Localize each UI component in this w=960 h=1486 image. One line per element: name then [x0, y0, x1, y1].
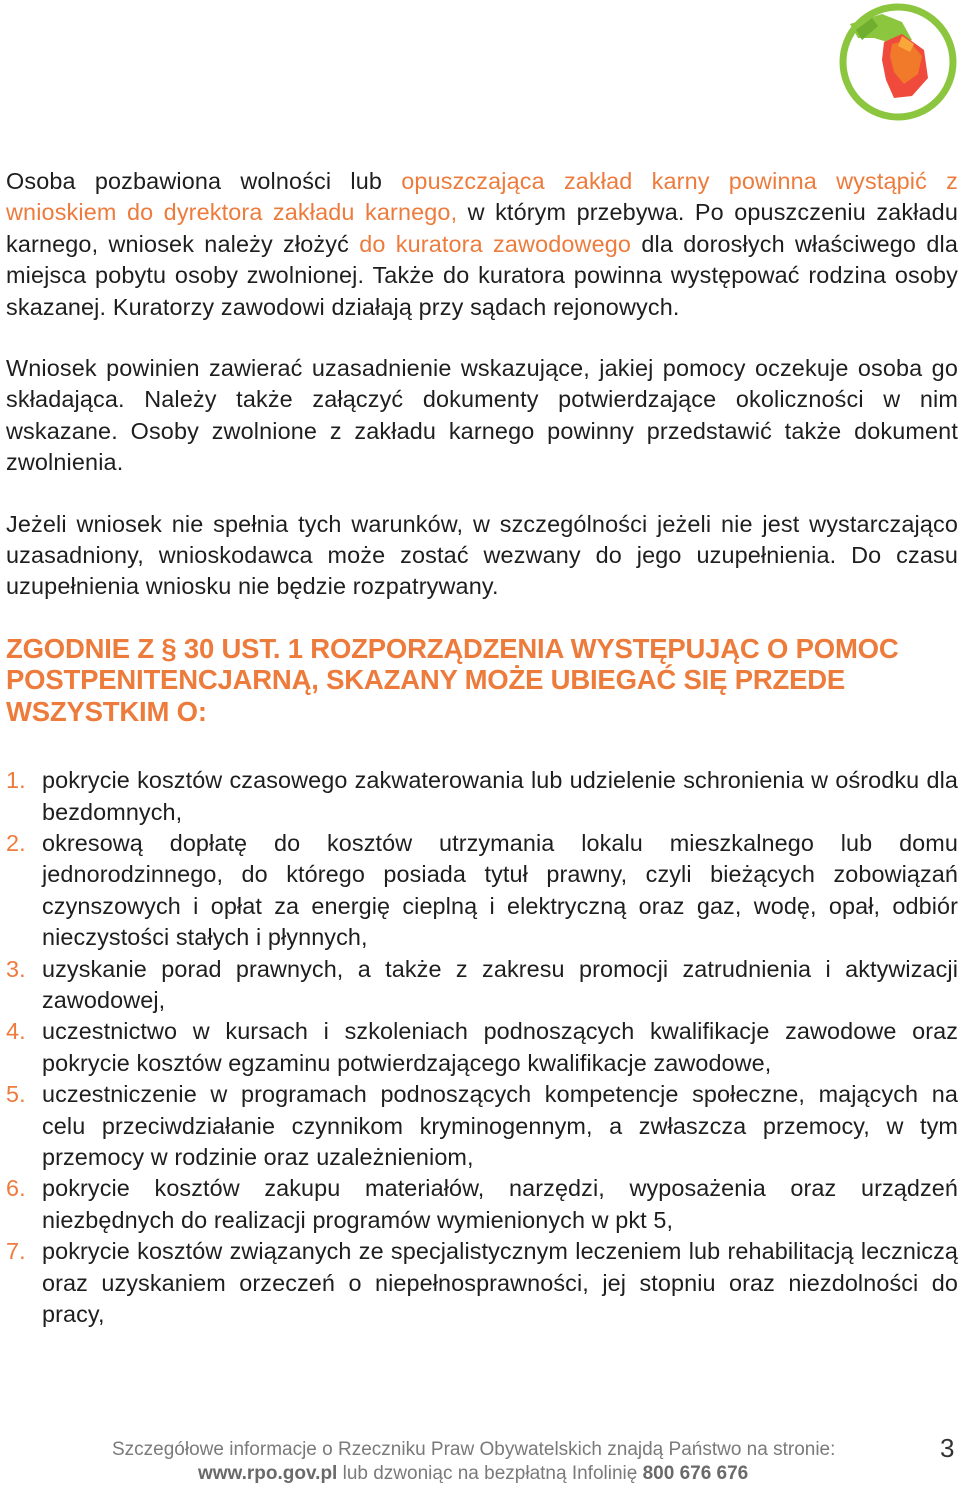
list-text: uczestniczenie w programach podnoszących kompetencje społeczne, mających na celu przeciwdziałanie czynnikom kryminogennym, a zwłaszcza przemocy, w tym przemocy w rodzinie oraz uzależnieniom, [42, 1081, 958, 1170]
list-number: 1. [6, 767, 26, 794]
text-segment: Osoba pozbawiona wolności lub [6, 168, 402, 194]
footer-url-link[interactable]: www.rpo.gov.pl [198, 1463, 338, 1484]
highlight-probation-officer: do kuratora zawodowego [359, 230, 632, 257]
text-segment: Jeżeli wniosek nie spełnia tych warunków, w szczególności jeżeli nie jest wystarczająco uzasadniony, wnioskodawca może zostać wezwany do jego uzupełnienia. Do czasu uzupełnienia wniosku nie będzie rozpatrywany. [6, 510, 958, 600]
page-number: 3 [940, 1433, 955, 1463]
list-item [6, 1079, 958, 1173]
text-segment: Wniosek powinien zawierać uzasadnienie wskazujące, jakiej pomocy oczekuje osoba go składająca. Należy także załączyć dokumenty potwierdzające okoliczności w nim wskazane. Osoby zwolnione z zakładu karnego powinny przedstawić także dokument zwolnienia. [6, 355, 958, 476]
footer-contact-text: lub dzwoniąc na bezpłatną Infolinię [337, 1463, 643, 1484]
highlight-director: opuszczająca zakład karny powinna wystąpić z wnioskiem do dyrektora zakładu karnego, [6, 168, 958, 226]
list-text: uzyskanie porad prawnych, a także z zakresu promocji zatrudnienia i aktywizacji zawodowej, [42, 955, 958, 1013]
aid-list [6, 765, 958, 1330]
footer-contact [198, 1462, 748, 1486]
footer-info: Szczegółowe informacje o Rzeczniku Praw Obywatelskich znajdą Państwo na stronie: [112, 1439, 836, 1460]
list-item [6, 828, 958, 954]
list-item [6, 954, 958, 1017]
list-text: pokrycie kosztów czasowego zakwaterowania lub udzielenie schronienia w ośrodku dla bezdomnych, [42, 767, 958, 825]
list-item [6, 1236, 958, 1330]
paragraph-release [6, 166, 958, 323]
list-text: pokrycie kosztów zakupu materiałów, narzędzi, wyposażenia oraz urządzeń niezbędnych do realizacji programów wymienionych w pkt 5, [42, 1175, 958, 1233]
list-text: okresową dopłatę do kosztów utrzymania lokalu mieszkalnego lub domu jednorodzinnego, do którego posiada tytuł prawny, czyli bieżących zobowiązań czynszowych i opłat za energię cieplną i elektryczną oraz gaz, wodę, opał, odbiór nieczystości stałych i płynnych, [42, 829, 958, 951]
list-text: uczestnictwo w kursach i szkoleniach podnoszących kwalifikacje zawodowe oraz pokrycie kosztów egzaminu potwierdzającego kwalifikacje zawodowe, [42, 1018, 958, 1076]
list-item [6, 765, 958, 828]
list-number: 3. [6, 955, 26, 982]
section-heading: ZGODNIE Z § 30 UST. 1 ROZPORZĄDZENIA WYSTĘPUJĄC O POMOC POSTPENITENCJARNĄ, SKAZANY MOŻE UBIEGAĆ SIĘ PRZEDE WSZYSTKIM O: [6, 632, 899, 727]
list-number: 6. [6, 1175, 26, 1202]
list-item [6, 1016, 958, 1079]
list-text: pokrycie kosztów związanych ze specjalistycznym leczeniem lub rehabilitacją leczniczą oraz uzyskaniem orzeczeń o niepełnosprawności, jej stopniu oraz niezdolności do pracy, [42, 1238, 958, 1327]
list-item [6, 1173, 958, 1236]
list-number: 2. [6, 829, 26, 856]
paragraph-requirements [6, 509, 958, 603]
page-footer [0, 1434, 960, 1484]
paragraph-application [6, 353, 958, 479]
text-segment: w którym przebywa. Po opuszczeniu zakładu karnego, wniosek należy złożyć [6, 199, 958, 257]
main-content [6, 166, 958, 1330]
text-segment: dla dorosłych właściwego dla miejsca pobytu osoby zwolnionej. Także do kuratora powinna występować rodzina osoby skazanej. Kuratorzy zawodowi działają przy sądach rejonowych. [6, 230, 959, 320]
list-number: 5. [6, 1081, 26, 1108]
hands-logo-icon [832, 0, 960, 130]
list-number: 7. [6, 1238, 26, 1265]
list-number: 4. [6, 1018, 26, 1045]
footer-phone: 800 676 676 [642, 1463, 749, 1484]
